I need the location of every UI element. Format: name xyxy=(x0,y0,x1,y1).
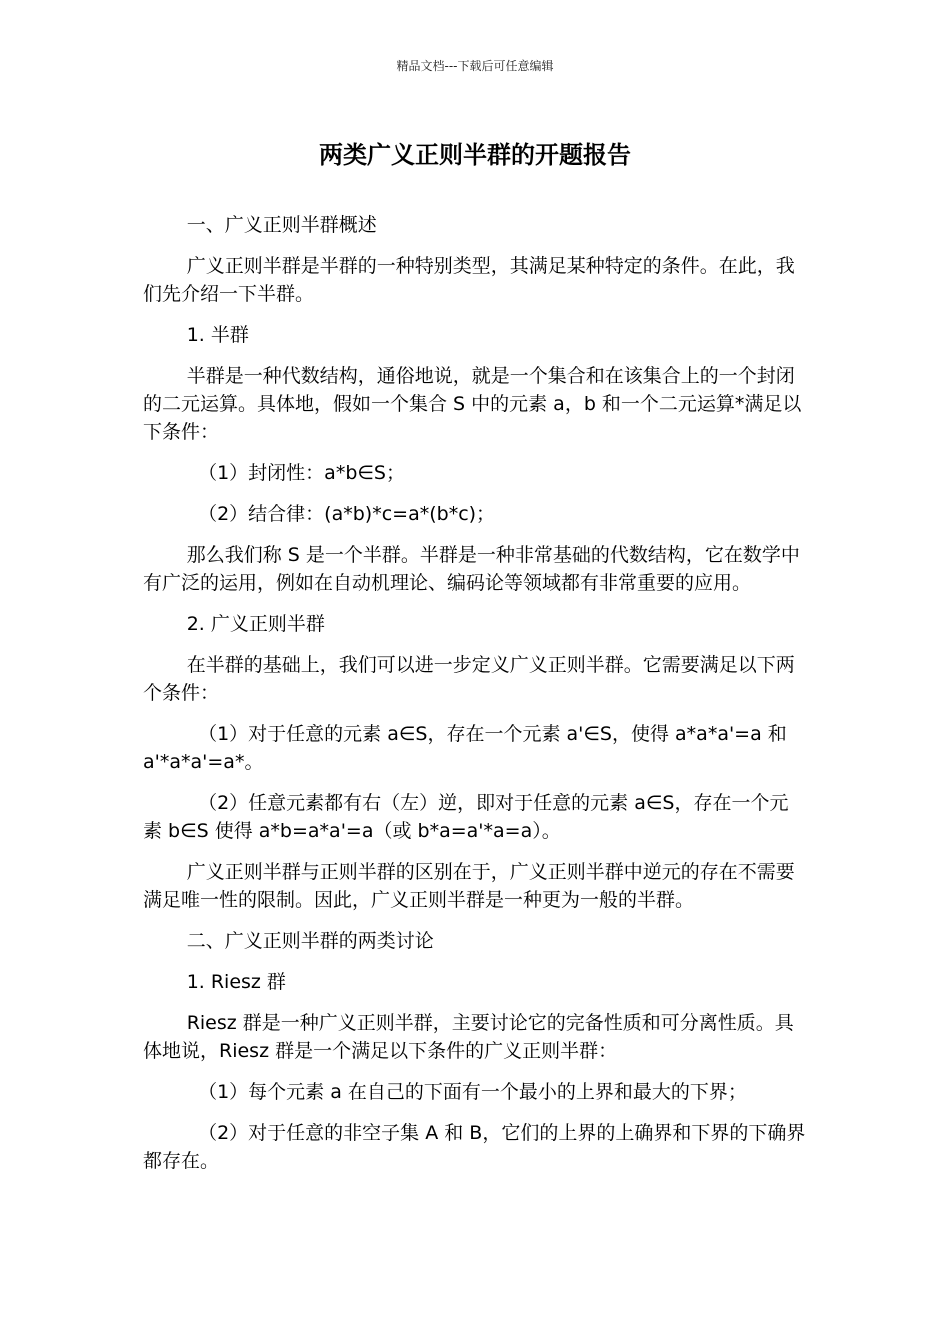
subheading-generalized-regular-semigroup: 2. 广义正则半群 xyxy=(186,613,325,635)
paragraph-semigroup-definition: 半群是一种代数结构，通俗地说，就是一个集合和在该集合上的一个封闭的二元运算。具体地，假如一个集合 S 中的元素 a，b 和一个二元运算*满足以下条件： xyxy=(143,365,802,443)
subheading-riesz-group: 1. Riesz 群 xyxy=(186,971,286,993)
subheading-semigroup: 1. 半群 xyxy=(186,324,249,346)
paragraph-riesz-definition: Riesz 群是一种广义正则半群，主要讨论它的完备性质和可分离性质。具体地说，Riesz 群是一个满足以下条件的广义正则半群： xyxy=(143,1012,794,1062)
section-heading-two-types: 二、广义正则半群的两类讨论 xyxy=(186,930,434,952)
condition-inverse-element: （1）对于任意的元素 a∈S，存在一个元素 a'∈S，使得 a*a*a'=a 和 a'*a*a'=a*。 xyxy=(143,723,787,773)
section-heading-overview: 一、广义正则半群概述 xyxy=(186,214,377,236)
condition-closure: （1）封闭性：a*b∈S； xyxy=(198,462,405,484)
paragraph-difference: 广义正则半群与正则半群的区别在于，广义正则半群中逆元的存在不需要满足唯一性的限制。因此，广义正则半群是一种更为一般的半群。 xyxy=(143,861,795,911)
document-title: 两类广义正则半群的开题报告 xyxy=(319,141,631,169)
condition-one-sided-inverse: （2）任意元素都有右（左）逆，即对于任意的元素 a∈S，存在一个元素 b∈S 使得 a*b=a*a'=a（或 b*a=a'*a=a）。 xyxy=(143,792,789,842)
condition-riesz-bounds: （1）每个元素 a 在自己的下面有一个最小的上界和最大的下界； xyxy=(198,1081,747,1103)
document-body xyxy=(143,211,807,1188)
condition-riesz-subsets: （2）对于任意的非空子集 A 和 B，它们的上界的上确界和下界的下确界都存在。 xyxy=(143,1122,806,1172)
condition-associativity: （2）结合律：(a*b)*c=a*(b*c)； xyxy=(198,503,496,525)
paragraph-generalized-definition: 在半群的基础上，我们可以进一步定义广义正则半群。它需要满足以下两个条件： xyxy=(143,654,795,704)
page-header-note: 精品文档---下载后可任意编辑 xyxy=(396,59,554,73)
paragraph-intro: 广义正则半群是半群的一种特别类型，其满足某种特定的条件。在此，我们先介绍一下半群。 xyxy=(143,255,795,305)
paragraph-semigroup-applications: 那么我们称 S 是一个半群。半群是一种非常基础的代数结构，它在数学中有广泛的运用，例如在自动机理论、编码论等领域都有非常重要的应用。 xyxy=(143,544,800,594)
